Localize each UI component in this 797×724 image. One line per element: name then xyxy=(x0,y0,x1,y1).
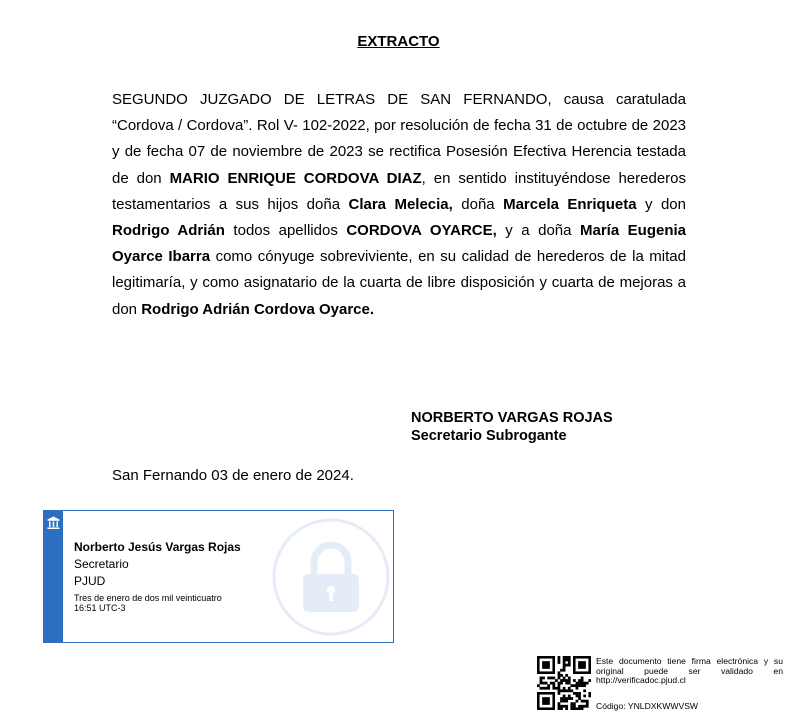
e-signature-accent-bar xyxy=(44,511,63,642)
lock-icon xyxy=(272,518,390,636)
e-signature-time: 16:51 UTC-3 xyxy=(74,603,126,613)
e-signature-date-text: Tres de enero de dos mil veinticuatro xyxy=(74,593,222,603)
place-date: San Fernando 03 de enero de 2024. xyxy=(112,467,354,484)
body-bold-text: MARIO ENRIQUE CORDOVA DIAZ xyxy=(169,169,422,187)
body-text-run: todos apellidos xyxy=(224,222,347,240)
signer-name: NORBERTO VARGAS ROJAS xyxy=(411,410,613,426)
e-signature-box xyxy=(43,510,394,643)
body-text-run: y a doña xyxy=(496,222,580,240)
signer-block xyxy=(411,409,613,445)
body-text-run: doña xyxy=(452,195,504,213)
document-title: EXTRACTO xyxy=(357,33,440,50)
body-bold-text: Marcela Enriqueta xyxy=(503,195,637,213)
verification-code: Código: YNLDXKWWVSW xyxy=(596,701,699,711)
body-bold-text: María Eugenia Oyarce Ibarra xyxy=(112,222,687,266)
body-bold-text: CORDOVA OYARCE, xyxy=(346,222,497,240)
verification-text: Este documento tiene firma electrónica y su original puede ser validado en http://verificadoc.pjud.cl xyxy=(596,656,783,685)
bank-icon xyxy=(47,516,60,530)
body-text-run: como cónyuge sobreviviente, en su calidad de herederos de la mitad legitimaría, y como asignatario de la cuarta de libre disposición y cuarta de mejoras a don xyxy=(112,248,686,318)
body-text-run: , en sentido instituyéndose herederos testamentarios a sus hijos doña xyxy=(112,169,686,213)
document-body xyxy=(112,87,686,323)
e-signature-role: Secretario xyxy=(74,557,129,571)
body-text-run: SEGUNDO JUZGADO DE LETRAS DE SAN FERNANDO, causa caratulada “Cordova / Cordova”. Rol V- 102-2022, por resolución de fecha 31 de octubre de 2023 y de fecha 07 de noviembre de 2023 se rectifica Posesión Efectiva Herencia testada de don xyxy=(112,91,686,187)
body-bold-text: Rodrigo Adrián xyxy=(112,222,225,240)
body-text-run: y don xyxy=(636,195,686,213)
e-signature-name: Norberto Jesús Vargas Rojas xyxy=(74,540,241,554)
e-signature-org: PJUD xyxy=(74,574,106,588)
e-signature-date xyxy=(74,593,222,613)
qr-code[interactable] xyxy=(537,656,591,710)
body-bold-text: Clara Melecia, xyxy=(348,195,453,213)
signer-title: Secretario Subrogante xyxy=(411,428,567,444)
body-bold-text: Rodrigo Adrián Cordova Oyarce. xyxy=(141,300,375,318)
